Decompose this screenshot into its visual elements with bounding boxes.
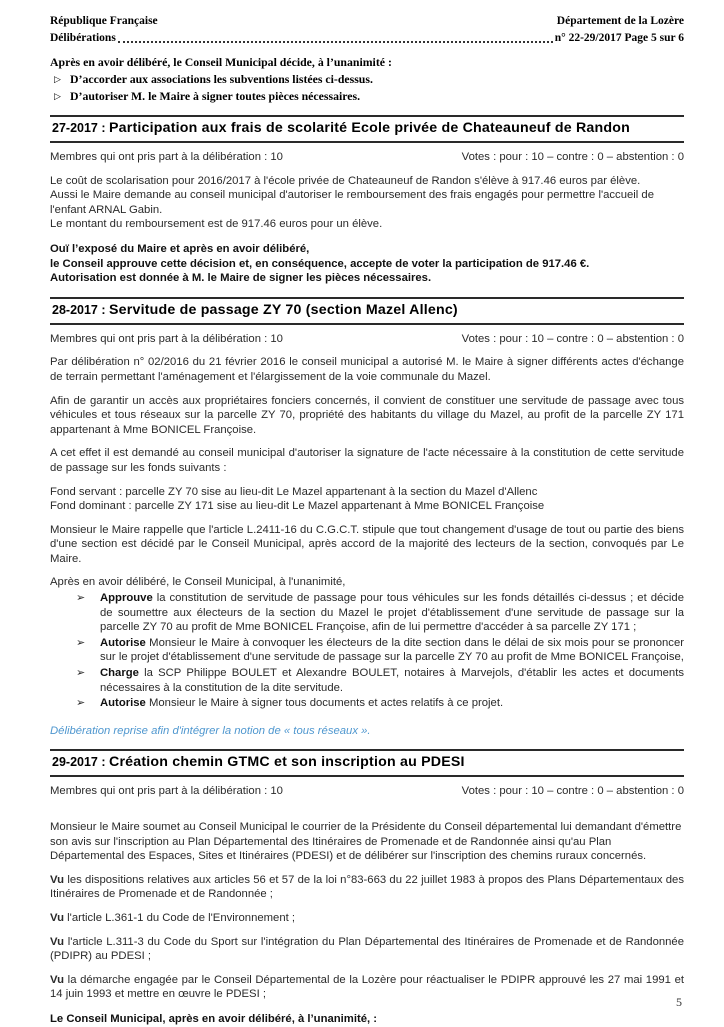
- body-paragraph: Afin de garantir un accès aux propriétaires fonciers concernés, il convient de constituer une servitude de passage avec tous véhicules et tous réseaux sur la parcelle ZY 70, propriété des habitants du village du Mazel, au profit de la parcelle ZY 171 appartenant à Mme BONICEL Françoise.: [50, 394, 684, 436]
- dotted-leader: [118, 33, 553, 43]
- list-item: [50, 696, 684, 711]
- intro-lead: Après en avoir délibéré, le Conseil Municipal décide, à l’unanimité :: [50, 55, 392, 69]
- fond-dominant-line: Fond dominant : parcelle ZY 171 sise au lieu-dit Le Mazel appartenant à Mme BONICEL Françoise: [50, 500, 545, 513]
- section-title: Création chemin GTMC et son inscription au PDESI: [109, 754, 465, 771]
- fonds-block: [50, 485, 684, 514]
- decision-body: la SCP Philippe BOULET et Alexandre BOULET, notaires à Marvejols, d'établir les actes et documents nécessaires à la constitution de la dite servitude.: [100, 667, 684, 694]
- doc-ref: n° 22-29/2017 Page 5 sur 6: [554, 32, 684, 44]
- body-paragraph: Monsieur le Maire soumet au Conseil Municipal le courrier de la Présidente du Conseil départemental lui demandant d'émettre son avis sur l'inscription au Plan Départemental des Itinéraires de Promenade et de Randonnée ainsi qu'au Plan Départemental des Espaces, Sites et Itinéraires (PDESI) et de délibérer sur l'inscription des chemins ruraux concernés.: [50, 821, 682, 863]
- arrow-bullet-icon: ➢: [76, 667, 86, 680]
- conclusion-line: le Conseil approuve cette décision et, en conséquence, accepte de voter la participation de 917.46 €.: [50, 257, 590, 270]
- list-item: [50, 591, 684, 635]
- vu-body: les dispositions relatives aux articles 56 et 57 de la loi n°83-663 du 22 juillet 1983 à propos des Plans Départementaux des Itinéraires de Promenade et de Randonnée ;: [50, 873, 684, 901]
- decision-body: Monsieur le Maire à signer tous documents et actes relatifs à ce projet.: [145, 697, 504, 710]
- section-title: Participation aux frais de scolarité Ecole privée de Chateauneuf de Randon: [109, 120, 630, 136]
- vu-lead: Vu: [50, 935, 65, 948]
- vu-paragraph: [50, 911, 684, 926]
- header-left: République Française: [50, 15, 158, 27]
- section-number: 28-2017 :: [52, 302, 106, 317]
- section-heading: [50, 115, 684, 143]
- conclusion-line: Autorisation est donnée à M. le Maire de signer les pièces nécessaires.: [50, 272, 432, 285]
- list-item: [50, 636, 684, 665]
- section-number: 29-2017 :: [52, 755, 106, 770]
- decision-list: [50, 591, 684, 711]
- members-count: Membres qui ont pris part à la délibération : 10: [50, 151, 283, 163]
- vu-body: l'article L.311-3 du Code du Sport sur l'intégration du Plan Départemental des Itinéraires de Promenade et de Randonnée (PDIPR) au PDESI ;: [50, 935, 684, 963]
- votes-summary: Votes : pour : 10 – contre : 0 – abstention : 0: [461, 332, 684, 345]
- list-item: [50, 666, 684, 695]
- intro-bullet-text: D’accorder aux associations les subventions listées ci-dessus.: [70, 72, 373, 86]
- conclusion-line: Ouï l’exposé du Maire et après en avoir délibéré,: [50, 242, 310, 255]
- section-title: Servitude de passage ZY 70 (section Mazel Allenc): [109, 301, 458, 318]
- section-27-2017: [50, 115, 684, 286]
- paragraph-line: Le montant du remboursement est de 917.46 euros pour un élève.: [50, 218, 383, 231]
- vu-paragraph: [50, 935, 684, 964]
- intro-decision-block: [50, 55, 684, 104]
- header-right: Département de la Lozère: [556, 15, 684, 27]
- decision-text: [100, 696, 684, 711]
- section-heading: [50, 749, 684, 777]
- deliberation-meta: [50, 150, 684, 165]
- intro-bullet-text: D’autoriser M. le Maire à signer toutes pièces nécessaires.: [70, 89, 361, 103]
- vu-paragraph: [50, 873, 684, 902]
- page-number: 5: [676, 995, 682, 1010]
- deliberation-meta: [50, 332, 684, 347]
- arrow-bullet-icon: ➢: [76, 697, 86, 710]
- decision-text: [100, 666, 684, 695]
- vu-body: la démarche engagée par le Conseil Départemental de la Lozère pour réactualiser le PDIPR approuvé les 27 mai 1991 et 14 juin 1993 et mettre en œuvre le PDESI ;: [50, 973, 684, 1001]
- section-29-2017: [50, 749, 684, 1026]
- fond-servant-line: Fond servant : parcelle ZY 70 sise au lieu-dit Le Mazel appartenant à la section du Mazel d'Allenc: [50, 485, 538, 498]
- decision-body: la constitution de servitude de passage pour tous véhicules sur les fonds détaillés ci-dessus ; et décide de soumettre aux électeurs de la section du Mazel le projet d'établissement d'une servitude de passage sur la parcelle ZY 70 au profit de Mme BONICEL Françoise, afin de lui permettre d'accéder à sa parcelle ZY 171 ;: [100, 592, 684, 634]
- votes-summary: Votes : pour : 10 – contre : 0 – abstention : 0: [461, 151, 684, 163]
- vu-body: l'article L.361-1 du Code de l'Environnement ;: [64, 911, 296, 924]
- paragraph-line: Aussi le Maire demande au conseil municipal d'autoriser le remboursement des frais engagés pour permettre l'accueil de l'enfant ARNAL Gabin.: [50, 189, 654, 216]
- members-count: Membres qui ont pris part à la délibération : 10: [50, 785, 283, 798]
- section-heading: [50, 297, 684, 325]
- decision-verb: Charge: [100, 667, 139, 680]
- triangle-bullet-icon: ▷: [54, 74, 61, 84]
- list-item: [50, 89, 684, 104]
- deliberation-lead: Après en avoir délibéré, le Conseil Municipal, à l'unanimité,: [50, 576, 346, 589]
- decision-text: [100, 636, 684, 665]
- section-28-2017: [50, 297, 684, 739]
- document-header: [50, 14, 684, 46]
- decision-body: Monsieur le Maire à convoquer les électeurs de la dite section dans le délai de six mois pour se prononcer sur le projet d'établissement d'une servitude de passage sur la parcelle ZY 70 au profit de Mme BONICEL Françoise,: [100, 636, 684, 664]
- doc-label: Délibérations: [50, 32, 116, 44]
- conclusion-block: [50, 242, 684, 286]
- members-count: Membres qui ont pris part à la délibération : 10: [50, 332, 283, 345]
- decision-text: [100, 591, 684, 635]
- body-paragraph: Monsieur le Maire rappelle que l'article L.2411-16 du C.G.C.T. stipule que tout changement d'usage de tout ou partie des biens d'une section est décidé par le Conseil Municipal, après accord de la majorité des lecteurs de la section, convoqués par Le Maire.: [50, 523, 684, 565]
- vu-lead: Vu: [50, 873, 65, 886]
- vu-lead: Vu: [50, 911, 65, 924]
- vu-lead: Vu: [50, 973, 65, 986]
- vu-paragraph: [50, 973, 684, 1002]
- paragraph-line: Le coût de scolarisation pour 2016/2017 à l'école privée de Chateauneuf de Randon s'élève à 917.46 euros par élève.: [50, 174, 641, 187]
- body-paragraph: Par délibération n° 02/2016 du 21 février 2016 le conseil municipal a autorisé M. le Maire à signer différents actes d'échange de terrain permettant l'aménagement et l'élargissement de la voie communale du Mazel.: [50, 356, 684, 383]
- revision-note: Délibération reprise afin d'intégrer la notion de « tous réseaux ».: [50, 724, 371, 737]
- decision-verb: Autorise: [100, 697, 146, 710]
- body-paragraph: [50, 174, 684, 232]
- arrow-bullet-icon: ➢: [76, 592, 86, 605]
- list-item: [50, 72, 684, 87]
- deliberation-meta: [50, 784, 684, 799]
- decision-verb: Autorise: [100, 636, 146, 649]
- triangle-bullet-icon: ▷: [54, 91, 61, 101]
- body-paragraph: A cet effet il est demandé au conseil municipal d'autoriser la signature de l'acte nécessaire à la constitution de cette servitude de passage sur les fonds suivants :: [50, 447, 684, 474]
- section-number: 27-2017 :: [52, 121, 106, 135]
- votes-summary: Votes : pour : 10 – contre : 0 – abstention : 0: [461, 785, 684, 798]
- final-resolution-line: Le Conseil Municipal, après en avoir délibéré, à l’unanimité, :: [50, 1012, 378, 1025]
- decision-verb: Approuve: [100, 592, 153, 605]
- arrow-bullet-icon: ➢: [76, 636, 86, 649]
